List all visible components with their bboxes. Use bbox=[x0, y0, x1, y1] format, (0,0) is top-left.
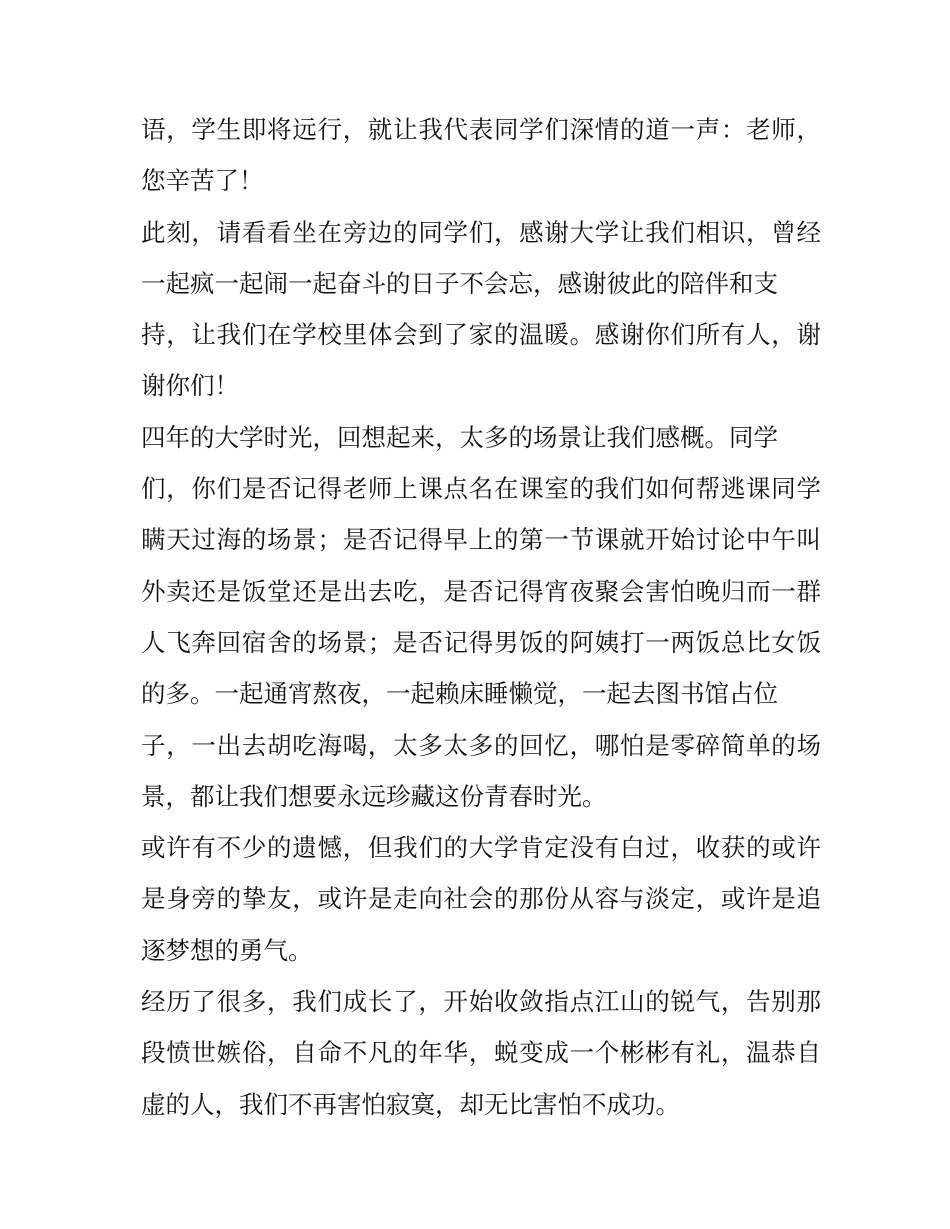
text-line: 或许有不少的遗憾，但我们的大学肯定没有白过，收获的或许 bbox=[141, 833, 821, 863]
text-line: 子，一出去胡吃海喝，太多太多的回忆，哪怕是零碎简单的场 bbox=[141, 730, 821, 760]
paragraph-teacher-thanks bbox=[141, 104, 821, 207]
text-line: 您辛苦了！ bbox=[141, 166, 264, 196]
text-line: 人飞奔回宿舍的场景；是否记得男饭的阿姨打一两饭总比女饭 bbox=[141, 627, 821, 657]
text-line: 持，让我们在学校里体会到了家的温暖。感谢你们所有人，谢 bbox=[141, 320, 821, 350]
paragraph-growth bbox=[141, 976, 821, 1130]
text-line: 瞒天过海的场景；是否记得早上的第一节课就开始讨论中午叫 bbox=[141, 525, 821, 555]
text-line: 外卖还是饭堂还是出去吃，是否记得宵夜聚会害怕晚归而一群 bbox=[141, 576, 821, 606]
text-line: 的多。一起通宵熬夜，一起赖床睡懒觉，一起去图书馆占位 bbox=[141, 679, 778, 709]
text-line: 一起疯一起闹一起奋斗的日子不会忘，感谢彼此的陪伴和支 bbox=[141, 268, 778, 298]
document-body bbox=[141, 104, 821, 1130]
text-line: 语，学生即将远行，就让我代表同学们深情的道一声：老师， bbox=[141, 115, 821, 144]
text-line: 是身旁的挚友，或许是走向社会的那份从容与淡定，或许是追 bbox=[141, 884, 821, 914]
text-line: 景，都让我们想要永远珍藏这份青春时光。 bbox=[141, 781, 607, 811]
text-line: 四年的大学时光，回想起来，太多的场景让我们感概。同学 bbox=[141, 422, 778, 452]
paragraph-classmates-thanks bbox=[141, 207, 821, 412]
text-line: 此刻，请看看坐在旁边的同学们，感谢大学让我们相识，曾经 bbox=[141, 217, 821, 247]
text-line: 逐梦想的勇气。 bbox=[141, 935, 313, 965]
paragraph-regrets bbox=[141, 822, 821, 976]
paragraph-memories bbox=[141, 412, 821, 822]
text-line: 经历了很多，我们成长了，开始收敛指点江山的锐气，告别那 bbox=[141, 987, 821, 1017]
text-line: 谢你们！ bbox=[141, 371, 239, 401]
text-line: 段愤世嫉俗，自命不凡的年华，蜕变成一个彬彬有礼，温恭自 bbox=[141, 1038, 821, 1068]
text-line: 们，你们是否记得老师上课点名在课室的我们如何帮逃课同学 bbox=[141, 474, 821, 504]
text-line: 虚的人，我们不再害怕寂寞，却无比害怕不成功。 bbox=[141, 1089, 680, 1119]
